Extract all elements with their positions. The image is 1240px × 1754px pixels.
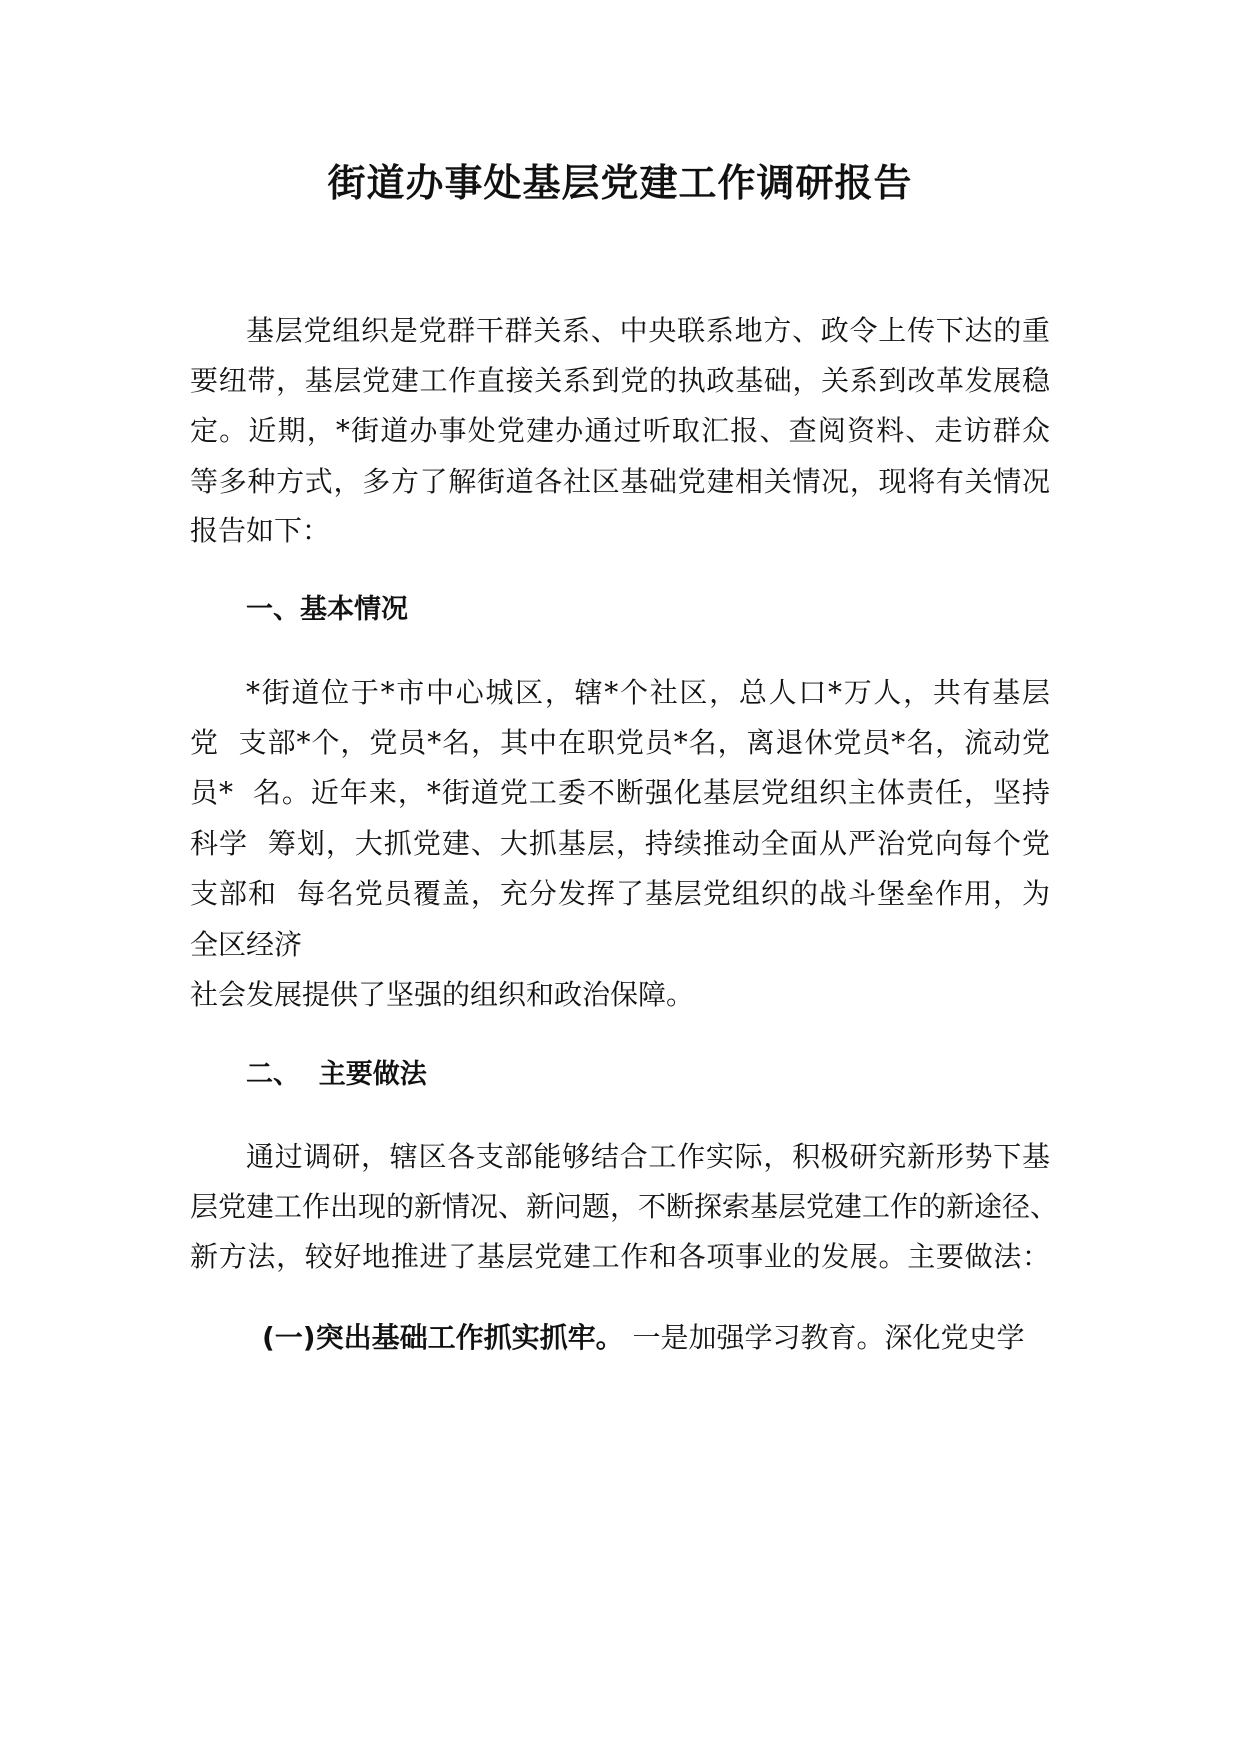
section1-line-2: 党 支部*个，党员*名，其中在职党员*名，离退休党员*名，流动党 [190, 726, 1050, 759]
section1-line-4: 科学 筹划，大抓党建、大抓基层，持续推动全面从严治党向每个党 [190, 827, 1050, 860]
section1-line-5: 支部和 每名党员覆盖，充分发挥了基层党组织的战斗堡垒作用，为 [190, 877, 1050, 910]
subsection-1-text: 一是加强学习教育。深化党史学 [623, 1321, 1025, 1354]
section-heading-methods: 二、 主要做法 [246, 1059, 427, 1090]
document-title: 街道办事处基层党建工作调研报告 [327, 161, 913, 205]
section1-line-7: 社会发展提供了坚强的组织和政治保障。 [190, 978, 695, 1011]
intro-line-3: 定。近期，*街道办事处党建办通过听取汇报、查阅资料、走访群众 [190, 414, 1050, 447]
subsection-1-heading: (一)突出基础工作抓实抓牢。 [262, 1321, 624, 1354]
intro-line-5: 报告如下： [190, 514, 331, 547]
section1-line-1: *街道位于*市中心城区，辖*个社区，总人口*万人，共有基层 [246, 676, 1050, 709]
subsection-1-line [262, 1318, 1025, 1358]
intro-line-1: 基层党组织是党群干群关系、中央联系地方、政令上传下达的重 [246, 314, 1050, 347]
section2-line-3: 新方法，较好地推进了基层党建工作和各项事业的发展。主要做法： [190, 1240, 1050, 1273]
section1-line-6: 全区经济 [190, 928, 303, 961]
section2-line-1: 通过调研，辖区各支部能够结合工作实际，积极研究新形势下基 [246, 1140, 1050, 1173]
section1-line-3: 员* 名。近年来，*街道党工委不断强化基层党组织主体责任，坚持 [190, 776, 1050, 809]
intro-line-4: 等多种方式，多方了解街道各社区基础党建相关情况，现将有关情况 [190, 465, 1050, 498]
intro-line-2: 要纽带，基层党建工作直接关系到党的执政基础，关系到改革发展稳 [190, 364, 1050, 397]
section-heading-basic: 一、基本情况 [246, 594, 408, 625]
section2-line-2: 层党建工作出现的新情况、新问题，不断探索基层党建工作的新途径、 [190, 1190, 1059, 1223]
